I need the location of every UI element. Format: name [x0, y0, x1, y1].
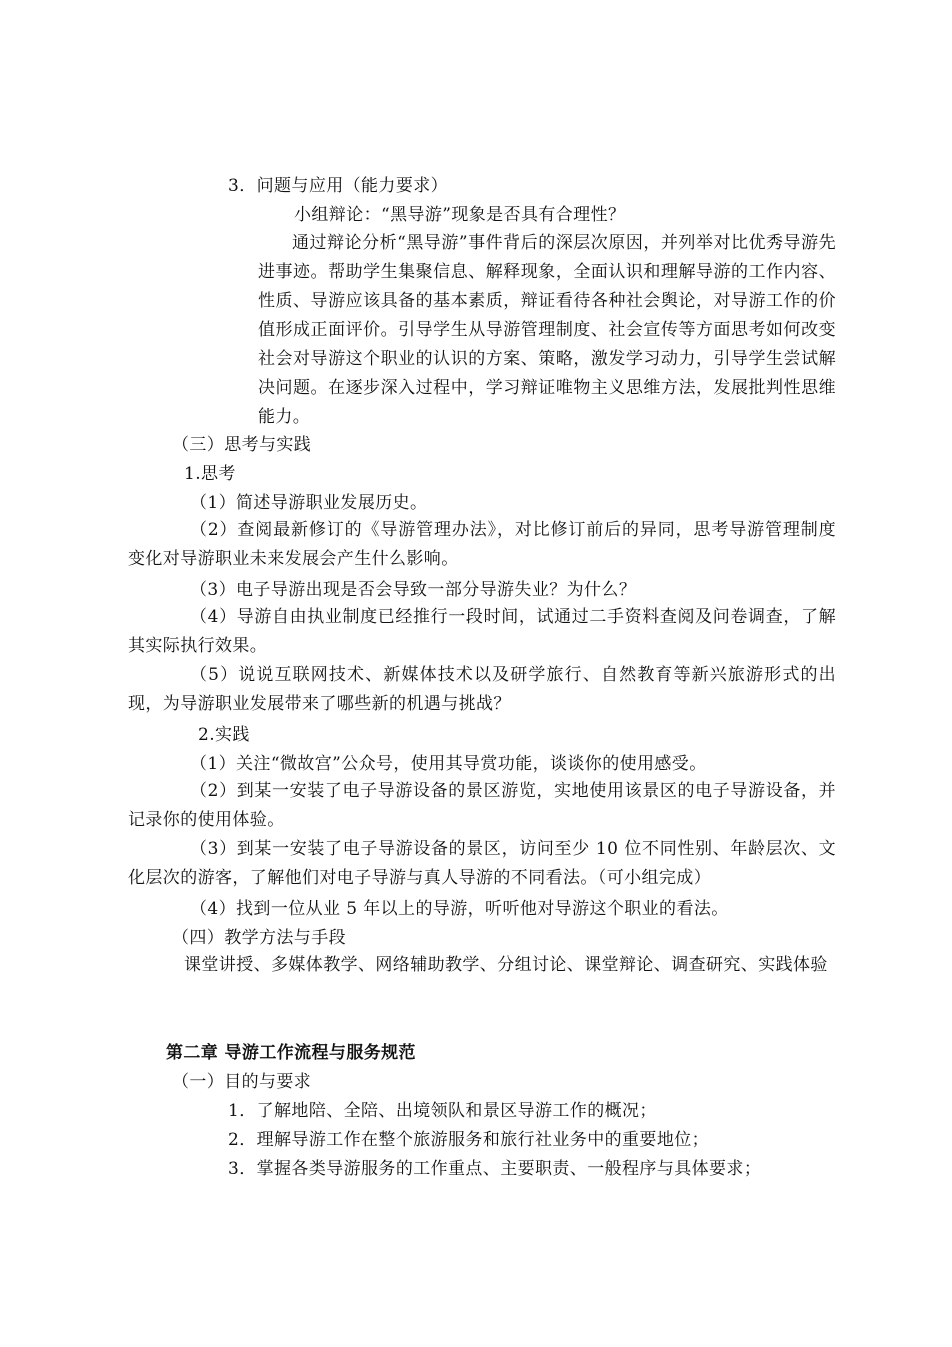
practice-item: （1）关注“微故宫”公众号，使用其导赏功能，谈谈你的使用感受。	[190, 754, 707, 774]
objectives-heading: （一）目的与要求	[172, 1072, 312, 1092]
objective-item: 3．掌握各类导游服务的工作重点、主要职责、一般程序与具体要求；	[228, 1159, 762, 1179]
think-item: （2）查阅最新修订的《导游管理办法》，对比修订前后的异同，思考导游管理制度变化对导游职业未来发展会产生什么影响。	[128, 520, 836, 569]
practice-item: （2）到某一安装了电子导游设备的景区游览，实地使用该景区的电子导游设备，并记录你的使用体验。	[128, 781, 836, 830]
methods-heading: （四）教学方法与手段	[172, 928, 346, 948]
think-item: （4）导游自由执业制度已经推行一段时间，试通过二手资料查阅及问卷调查，了解其实际执行效果。	[128, 607, 836, 656]
think-item: （3）电子导游出现是否会导致一部分导游失业？为什么？	[190, 580, 637, 600]
chapter-title: 第二章 导游工作流程与服务规范	[166, 1043, 416, 1063]
think-item: （5）说说互联网技术、新媒体技术以及研学旅行、自然教育等新兴旅游形式的出现，为导游职业发展带来了哪些新的机遇与挑战？	[128, 665, 836, 714]
think-heading: 1.思考	[184, 464, 236, 484]
debate-paragraph: 通过辩论分析“黑导游”事件背后的深层次原因，并列举对比优秀导游先进事迹。帮助学生集聚信息、解释现象，全面认识和理解导游的工作内容、性质、导游应该具备的基本素质，辩证看待各种社会舆论，对导游工作的价值形成正面评价。引导学生从导游管理制度、社会宣传等方面思考如何改变社会对导游这个职业的认识的方案、策略，激发学习动力，引导学生尝试解决问题。在逐步深入过程中，学习辩证唯物主义思维方法，发展批判性思维能力。	[258, 233, 836, 427]
practice-item: （4）找到一位从业 5 年以上的导游，听听他对导游这个职业的看法。	[190, 899, 729, 919]
objective-item: 2．理解导游工作在整个旅游服务和旅行社业务中的重要地位；	[228, 1130, 710, 1150]
objective-item: 1．了解地陪、全陪、出境领队和景区导游工作的概况；	[228, 1101, 657, 1121]
practice-item: （3）到某一安装了电子导游设备的景区，访问至少 10 位不同性别、年龄层次、文化层次的游客，了解他们对电子导游与真人导游的不同看法。（可小组完成）	[128, 839, 836, 888]
methods-text: 课堂讲授、多媒体教学、网络辅助教学、分组讨论、课堂辩论、调查研究、实践体验	[184, 955, 828, 975]
think-item: （1）简述导游职业发展历史。	[190, 493, 428, 513]
practice-heading: 2.实践	[198, 725, 250, 745]
thinking-practice-heading: （三）思考与实践	[172, 435, 312, 455]
section-heading: 3．问题与应用（能力要求）	[228, 176, 449, 196]
debate-question: 小组辩论：“黑导游”现象是否具有合理性？	[294, 205, 626, 225]
